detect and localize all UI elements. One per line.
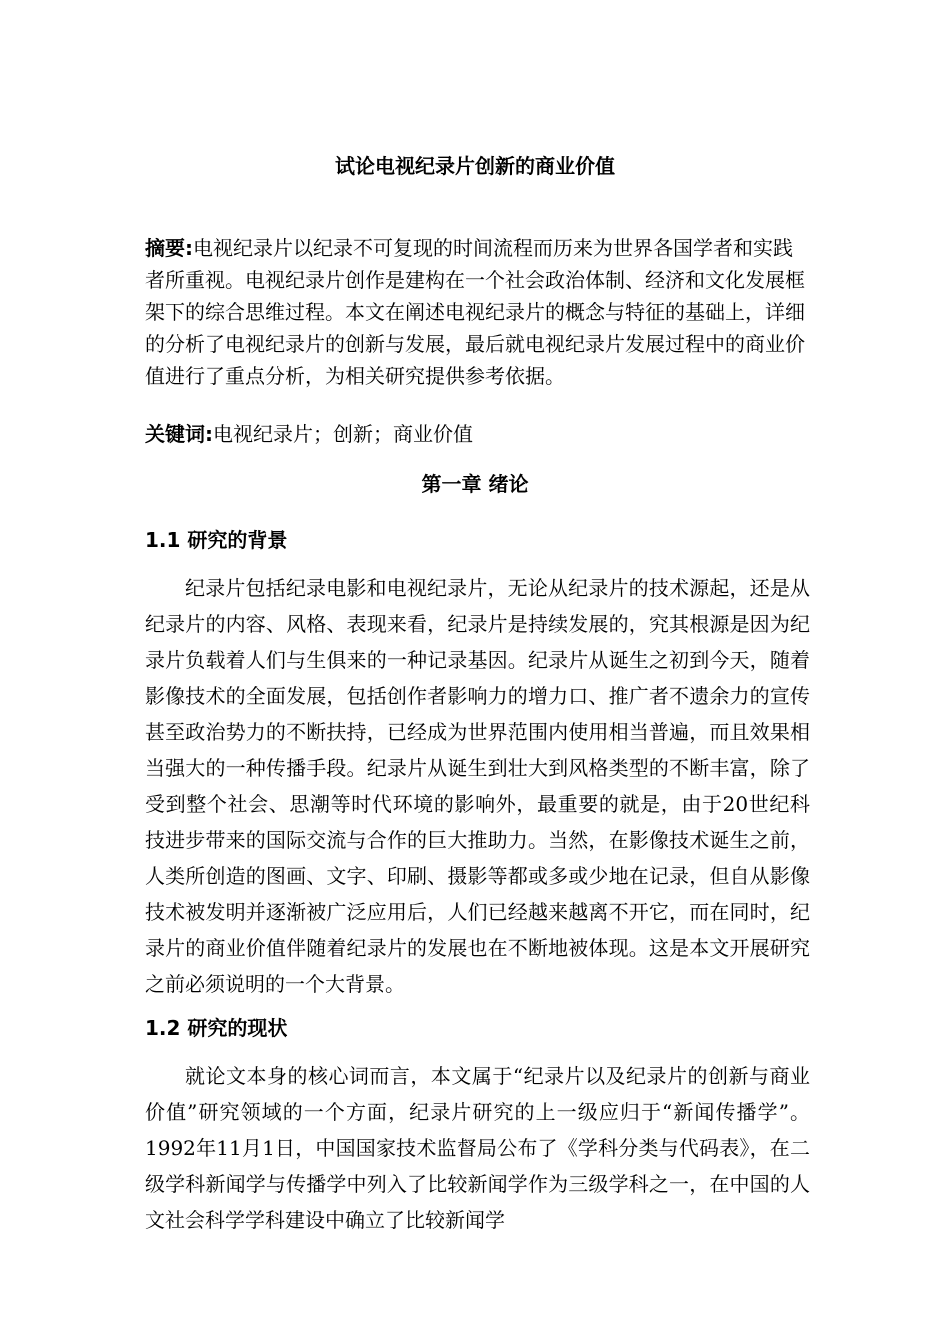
keywords-text: 电视纪录片；创新；商业价值 — [213, 422, 473, 446]
abstract-label: 摘要: — [145, 236, 193, 260]
abstract — [145, 232, 810, 392]
paper-title: 试论电视纪录片创新的商业价值 — [335, 154, 615, 178]
section-paragraph: 纪录片包括纪录电影和电视纪录片，无论从纪录片的技术源起，还是从纪录片的内容、风格、表现来看，纪录片是持续发展的，究其根源是因为纪录片负载着人们与生俱来的一种记录基因。纪录片从诞生之初到今天，随着影像技术的全面发展，包括创作者影响力的增力口、推广者不遗余力的宣传甚至政治势力的不断扶持，已经成为世界范围内使用相当普遍，而且效果相当强大的一种传播手段。纪录片从诞生到壮大到风格类型的不断丰富，除了受到整个社会、思潮等时代环境的影响外，最重要的就是，由于20世纪科技进步带来的国际交流与合作的巨大推助力。当然，在影像技术诞生之前，人类所创造的图画、文字、印刷、摄影等都或多或少地在记录，但自从影像技术被发明并逐渐被广泛应用后，人们已经越来越离不开它，而在同时，纪录片的商业价值伴随着纪录片的发展也在不断地被体现。这是本文开展研究之前必须说明的一个大背景。 — [145, 576, 810, 996]
keywords-label: 关键词: — [145, 422, 213, 446]
keywords — [145, 418, 810, 450]
section-paragraph: 就论文本身的核心词而言，本文属于“纪录片以及纪录片的创新与商业价值”研究领域的一个方面，纪录片研究的上一级应归于“新闻传播学”。1992年11月1日，中国国家技术监督局公布了《学科分类与代码表》，在二级学科新闻学与传播学中列入了比较新闻学作为三级学科之一，在中国的人文社会科学学科建设中确立了比较新闻学 — [145, 1064, 810, 1232]
section-heading: 1.2 研究的现状 — [145, 1016, 288, 1040]
abstract-text: 电视纪录片以纪录不可复现的时间流程而历来为世界各国学者和实践者所重视。电视纪录片创作是建构在一个社会政治体制、经济和文化发展框架下的综合思维过程。本文在阐述电视纪录片的概念与特征的基础上，详细的分析了电视纪录片的创新与发展，最后就电视纪录片发展过程中的商业价值进行了重点分析，为相关研究提供参考依据。 — [145, 236, 805, 388]
chapter-title: 第一章 绪论 — [421, 472, 529, 496]
section-heading: 1.1 研究的背景 — [145, 528, 288, 552]
